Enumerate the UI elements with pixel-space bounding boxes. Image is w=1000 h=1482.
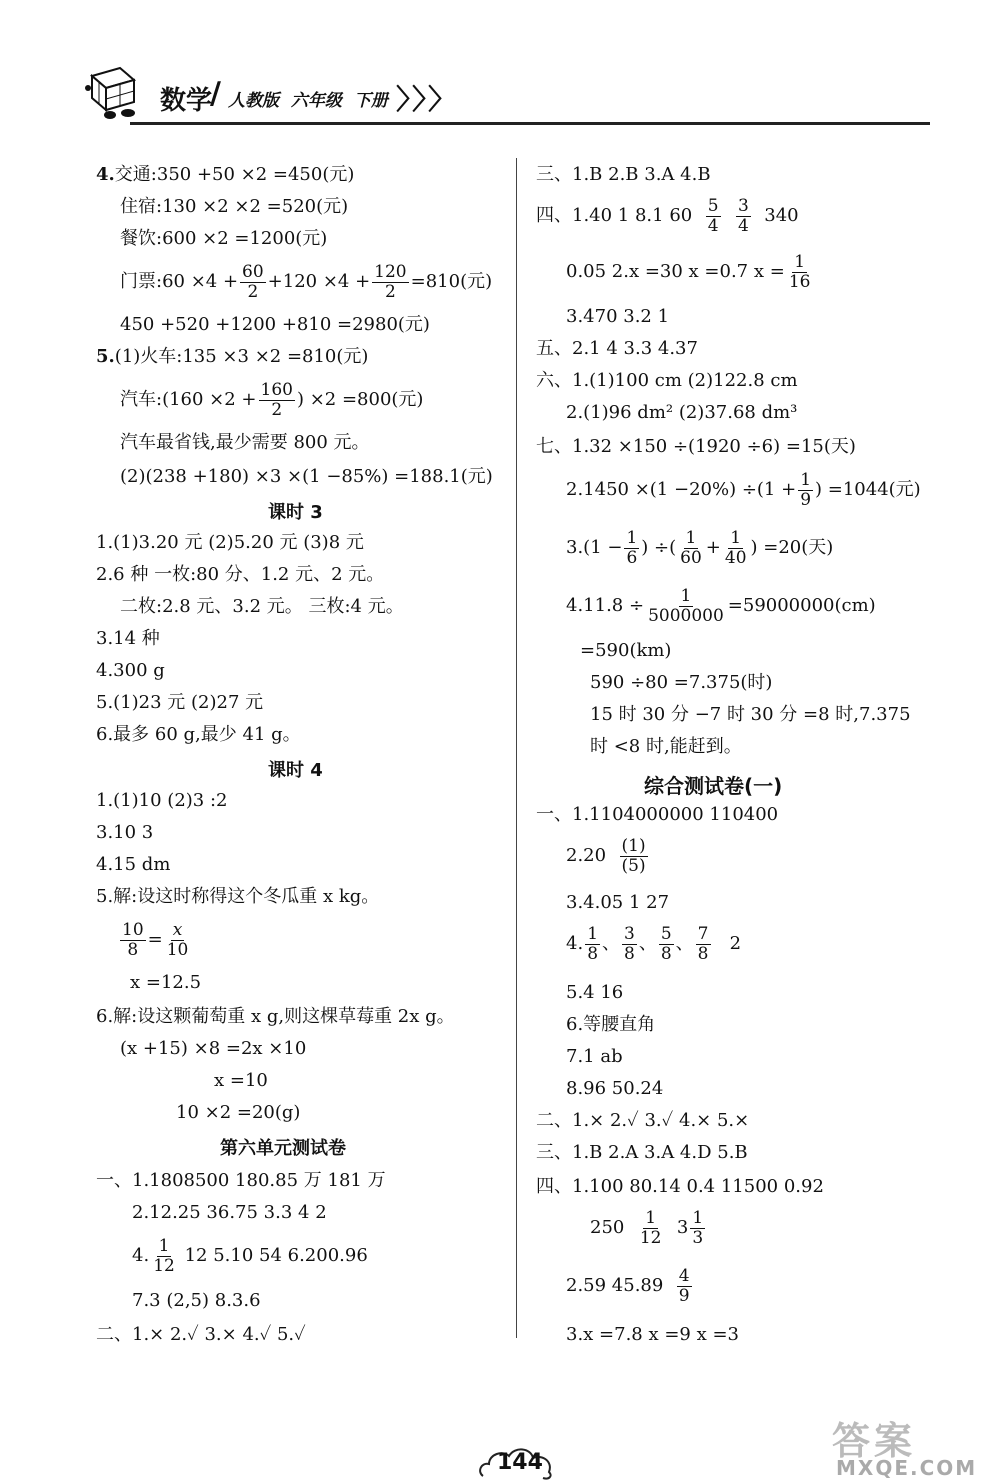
answer-line: 6.等腰直角 (566, 1014, 656, 1035)
answer-line: 3.(1 − $\frac{1}{6}$ ) ÷( $\frac{1}{60}$ + $\frac{1}{40}$ ) =20(天) (566, 527, 834, 568)
answer-line: 10 ×2 =20(g) (176, 1102, 301, 1123)
answer-line: (x +15) ×8 =2x ×10 (120, 1038, 307, 1059)
answer-line: 3.10 3 (96, 822, 154, 843)
answer-line: 250 $\frac{1}{12}$ 3 $\frac{1}{3}$ (590, 1207, 704, 1248)
answer-line: x =10 (214, 1070, 268, 1091)
fraction: $\frac{5}{4}$ (707, 195, 719, 236)
section-title: 第六单元测试卷 (220, 1138, 346, 1159)
header-arrows-icon: 〉〉〉 (396, 83, 459, 116)
answer-line: 3.470 3.2 1 (566, 306, 670, 327)
answer-line: 二、1.× 2.✓ 3.✓ 4.× 5.× (536, 1110, 750, 1131)
fraction: $\frac{(1)}{(5)}$ (621, 835, 646, 876)
fraction: $\frac{1}{16}$ (788, 251, 811, 292)
answer-line: 一、1.1104000000 110400 (536, 804, 779, 825)
answer-line: 5.(1)23 元 (2)27 元 (96, 692, 264, 713)
fraction: $\frac{1}{8}$ (587, 923, 599, 964)
answer-line: 住宿:130 ×2 ×2 =520(元) (120, 196, 349, 217)
fraction: $\frac{10}{8}$ (122, 919, 144, 960)
fraction: $\frac{1}{3}$ (692, 1207, 704, 1248)
answer-line: 门票:60 ×4 + $\frac{60}{2}$ +120 ×4 + $\frac{120}{2}$ =810(元) (120, 261, 493, 302)
answer-line: 4. $\frac{1}{8}$ 、 $\frac{3}{8}$ 、 $\frac{5}{8}$ 、 $\frac{7}{8}$ 2 (566, 923, 742, 964)
edition-label: 人教版 六年级 下册 (228, 91, 388, 111)
answer-line: 4.300 g (96, 660, 165, 681)
answer-line: 汽车最省钱,最少需要 800 元。 (120, 432, 370, 453)
answer-line: 七、1.32 ×150 ÷(1920 ÷6) =15(天) (536, 436, 856, 457)
answer-line: $\frac{10}{8}$ = $\frac{x}{10}$ (122, 919, 189, 960)
answer-line: 三、1.B 2.A 3.A 4.D 5.B (536, 1142, 748, 1163)
answer-line: 6.解:设这颗葡萄重 x g,则这棵草莓重 2x g。 (96, 1006, 455, 1027)
answer-line: 2.12.25 36.75 3.3 4 2 (132, 1202, 327, 1223)
answer-line: 3.x =7.8 x =9 x =3 (566, 1324, 740, 1345)
page-number: 144 (477, 1442, 557, 1482)
answer-line: 时 <8 时,能赶到。 (590, 736, 742, 757)
fraction: $\frac{1}{40}$ (724, 527, 747, 568)
answer-line: 4.交通:350 +50 ×2 =450(元) (96, 164, 355, 185)
answer-line: 5.解:设这时称得这个冬瓜重 x kg。 (96, 886, 380, 907)
fraction: $\frac{60}{2}$ (242, 261, 264, 302)
fraction: $\frac{1}{5000000}$ (648, 585, 724, 626)
answer-line: 2.6 种 一枚:80 分、1.2 元、2 元。 (96, 564, 385, 585)
answer-line: 汽车:(160 ×2 + $\frac{160}{2}$ ) ×2 =800(元) (120, 379, 424, 420)
answer-line: 餐饮:600 ×2 =1200(元) (120, 228, 328, 249)
answer-line: x =12.5 (130, 972, 202, 993)
column-divider (516, 158, 517, 1338)
answer-line: 2.59 45.89 $\frac{4}{9}$ (566, 1265, 690, 1306)
fraction: $\frac{120}{2}$ (374, 261, 407, 302)
answer-line: 二枚:2.8 元、3.2 元。 三枚:4 元。 (120, 596, 404, 617)
section-title: 课时 4 (268, 760, 323, 781)
answer-line: =590(km) (580, 640, 672, 661)
cube-mascot-icon (80, 58, 142, 120)
header-rule (130, 122, 930, 125)
answer-line: 三、1.B 2.B 3.A 4.B (536, 164, 711, 185)
answer-line: 1.(1)10 (2)3 :2 (96, 790, 228, 811)
fraction: $\frac{1}{12}$ (639, 1207, 662, 1248)
fraction: $\frac{1}{12}$ (153, 1235, 175, 1276)
fraction: $\frac{x}{10}$ (166, 919, 189, 960)
fraction: $\frac{5}{8}$ (660, 923, 672, 964)
answer-line: 4.15 dm (96, 854, 171, 875)
answer-line: 四、1.40 1 8.1 60 $\frac{5}{4}$ $\frac{3}{4}$ 340 (536, 195, 799, 236)
answer-line: 5.(1)火车:135 ×3 ×2 =810(元) (96, 346, 369, 367)
answer-line: 3.14 种 (96, 628, 160, 649)
answer-line: 2.1450 ×(1 −20%) ÷(1 + $\frac{1}{9}$ ) =1044(元) (566, 469, 921, 510)
fraction: $\frac{160}{2}$ (260, 379, 293, 420)
fraction: $\frac{4}{9}$ (678, 1265, 690, 1306)
answer-line: 5.4 16 (566, 982, 624, 1003)
fraction: $\frac{3}{8}$ (624, 923, 635, 964)
answer-line: 3.4.05 1 27 (566, 892, 670, 913)
fraction: $\frac{7}{8}$ (697, 923, 709, 964)
answer-line: 2.(1)96 dm² (2)37.68 dm³ (566, 402, 798, 423)
section-title: 综合测试卷(一) (644, 774, 783, 798)
answer-line: 6.最多 60 g,最少 41 g。 (96, 724, 301, 745)
answer-line: 590 ÷80 =7.375(时) (590, 672, 773, 693)
answer-line: 4. $\frac{1}{12}$ 12 5.10 54 6.200.96 (132, 1235, 368, 1276)
answer-line: 15 时 30 分 −7 时 30 分 =8 时,7.375 (590, 704, 911, 725)
fraction: $\frac{3}{4}$ (737, 195, 749, 236)
answer-line: 7.3 (2,5) 8.3.6 (132, 1290, 261, 1311)
answer-line: 0.05 2.x =30 x =0.7 x = $\frac{1}{16}$ (566, 251, 811, 292)
answer-line: 7.1 ab (566, 1046, 623, 1067)
answer-line: (2)(238 +180) ×3 ×(1 −85%) =188.1(元) (120, 466, 493, 487)
fraction: $\frac{1}{9}$ (800, 469, 812, 510)
answer-line: 450 +520 +1200 +810 =2980(元) (120, 314, 430, 335)
answer-line: 二、1.× 2.✓ 3.× 4.✓ 5.✓ (96, 1324, 306, 1345)
answer-line: 五、2.1 4 3.3 4.37 (536, 338, 698, 359)
page-header (70, 56, 930, 136)
answer-line: 一、1.1808500 180.85 万 181 万 (96, 1170, 386, 1191)
answer-line: 8.96 50.24 (566, 1078, 664, 1099)
answer-line: 2.20 $\frac{(1)}{(5)}$ (566, 835, 646, 876)
title-separator: / (210, 76, 221, 111)
answer-line: 四、1.100 80.14 0.4 11500 0.92 (536, 1176, 824, 1197)
answer-line: 六、1.(1)100 cm (2)122.8 cm (536, 370, 798, 391)
watermark: 答案 MXQE.COM (832, 1419, 978, 1480)
fraction: $\frac{1}{60}$ (680, 527, 702, 568)
fraction: $\frac{1}{6}$ (626, 527, 638, 568)
answer-line: 4.11.8 ÷ $\frac{1}{5000000}$ =59000000(cm) (566, 585, 876, 626)
answer-line: 1.(1)3.20 元 (2)5.20 元 (3)8 元 (96, 532, 364, 553)
section-title: 课时 3 (268, 502, 323, 523)
subject-title: 数学 (160, 86, 213, 116)
